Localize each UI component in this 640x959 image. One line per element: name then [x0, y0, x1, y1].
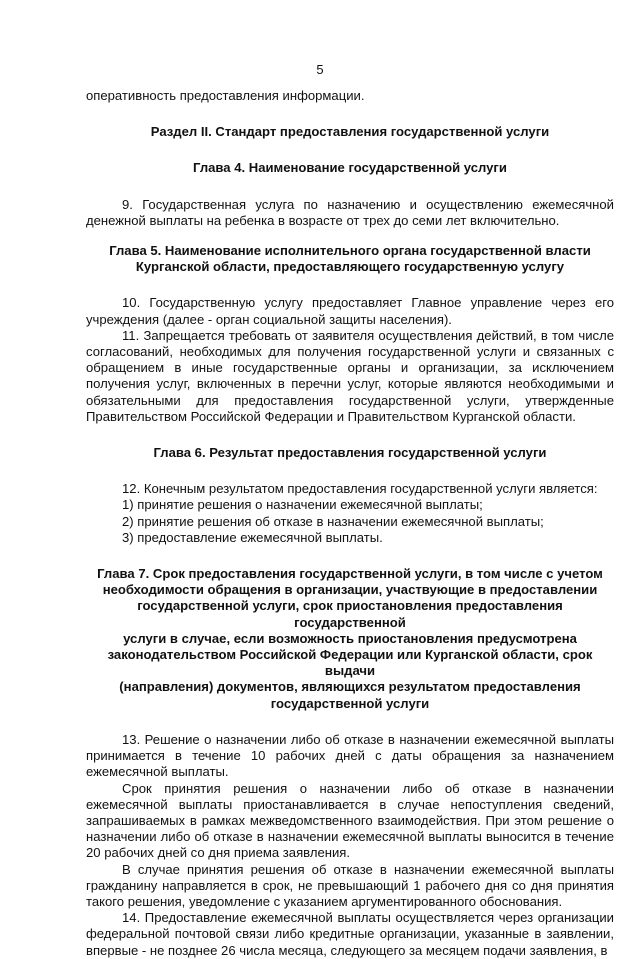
- paragraph-9: 9. Государственная услуга по назначению и осуществлению ежемесячной денежной выплаты на ребенка в возрасте от трех до семи лет включительно.: [86, 196, 614, 228]
- document-body: [86, 88, 614, 959]
- chapter-6-title: Глава 6. Результат предоставления государственной услуги: [153, 445, 547, 461]
- paragraph-13-refusal-notice: В случае принятия решения об отказе в назначении ежемесячной выплаты гражданину направляется в срок, не превышающий 1 рабочего дня со дня принятия такого решения, уведомление с указанием аргументированного обоснования.: [86, 861, 614, 909]
- list-item: 1) принятие решения о назначении ежемесячной выплаты;: [122, 497, 483, 513]
- paragraph-11: 11. Запрещается требовать от заявителя осуществления действий, в том числе согласований, необходимых для получения государственной услуги и связанных с обращением в иные государственные органы и организации, за исключением получения услуг, включенных в перечни услуг, которые являются необходимыми и обязательными для предоставления государственной услуги, утвержденные Правительством Российской Федерации и Правительством Курганской области.: [86, 327, 614, 424]
- paragraph-13: 13. Решение о назначении либо об отказе в назначении ежемесячной выплаты принимается в течение 10 рабочих дней с даты обращения за назначением ежемесячной выплаты.: [86, 731, 614, 780]
- paragraph-10: 10. Государственную услугу предоставляет Главное управление через его учреждения (далее - орган социальной защиты населения).: [86, 295, 614, 327]
- list-item: 3) предоставление ежемесячной выплаты.: [122, 529, 383, 545]
- continuation-text: оперативность предоставления информации.: [86, 88, 365, 103]
- chapter-7-title-line-1: Глава 7. Срок предоставления государственной услуги, в том числе с учетом: [97, 566, 603, 582]
- paragraph-12: 12. Конечным результатом предоставления государственной услуги является:: [122, 481, 598, 497]
- page-number: 5: [316, 62, 324, 77]
- paragraph-13-suspension: Срок принятия решения о назначении либо об отказе в назначении ежемесячной выплаты приостанавливается в случае непоступления сведений, запрашиваемых в рамках межведомственного взаимодействия. При этом решение о назначении либо об отказе в назначении ежемесячной выплаты выносится в течение 20 рабочих дней со дня приема заявления.: [86, 780, 614, 861]
- chapter-4-title: Глава 4. Наименование государственной услуги: [193, 160, 507, 176]
- section-title: Раздел II. Стандарт предоставления государственной услуги: [150, 124, 550, 140]
- chapter-5-title-line-2: Курганской области, предоставляющего государственную услугу: [135, 259, 565, 275]
- chapter-7-title-line-3: государственной услуги, срок приостановления предоставления государственной: [137, 598, 563, 630]
- chapter-5-title-line-1: Глава 5. Наименование исполнительного органа государственной власти: [109, 243, 591, 259]
- chapter-7-title-line-5: законодательством Российской Федерации или Курганской области, срок выдачи: [107, 647, 593, 679]
- paragraph-14: 14. Предоставление ежемесячной выплаты осуществляется через организации федеральной почтовой связи либо кредитные организации, указанные в заявлении, впервые - не позднее 26 числа месяца, следующего за месяцем подачи заявления, в: [86, 910, 614, 958]
- chapter-7-title-line-4: услуги в случае, если возможность приостановления предусмотрена: [123, 630, 577, 646]
- chapter-7-title-line-2: необходимости обращения в организации, участвующие в предоставлении: [102, 582, 598, 598]
- list-item: 2) принятие решения об отказе в назначении ежемесячной выплаты;: [122, 513, 544, 529]
- chapter-7-title-line-6: (направления) документов, являющихся результатом предоставления: [119, 679, 581, 695]
- chapter-7-title-line-7: государственной услуги: [270, 695, 430, 711]
